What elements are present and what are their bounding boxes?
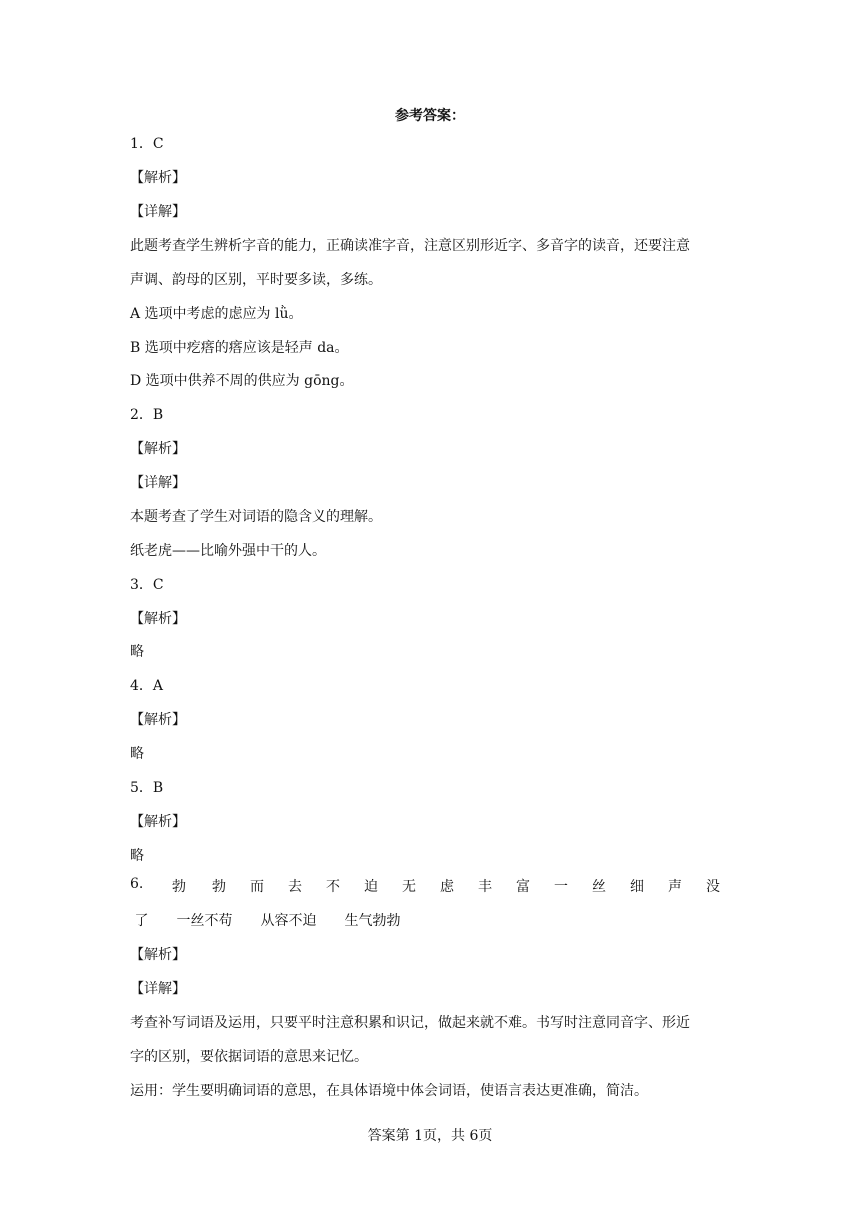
page-title: 参考答案： [395,108,465,124]
q6-char: 丰 [478,879,492,895]
answer-line: A 选项中考虑的虑应为 lǜ。 [130,306,303,322]
answer-line: 5．B [130,780,164,796]
answer-line: 略 [130,644,144,660]
q6-char: 勃 [172,879,186,895]
q6-char: 而 [250,879,264,895]
q6-char: 去 [288,879,302,895]
answer-line: B 选项中疙瘩的瘩应该是轻声 da。 [130,340,349,356]
answer-line: 3．C [130,577,164,593]
answer-line: 考查补写词语及运用，只要平时注意积累和识记，做起来就不难。书写时注意同音字、形近 [130,1015,690,1031]
answer-line: 4．A [130,678,164,694]
answer-line: 1．C [130,136,164,152]
answer-line: 2．B [130,407,164,423]
q6-answer-row [130,876,730,896]
answer-line: 【详解】 [130,981,186,997]
answer-line: 【详解】 [130,204,186,220]
q6-char: 迫 [364,879,378,895]
q6-answer-line-2: 了 一丝不苟 从容不迫 生气勃勃 [130,913,401,929]
q6-char: 没 [706,879,720,895]
answer-line: 本题考查了学生对词语的隐含义的理解。 [130,509,382,525]
answer-line: 声调、韵母的区别，平时要多读，多练。 [130,272,382,288]
q6-char: 虑 [440,879,454,895]
answer-line: 【解析】 [130,814,186,830]
q6-char: 一 [554,879,568,895]
q6-char: 细 [630,879,644,895]
q6-char: 丝 [592,879,606,895]
answer-line: 运用：学生要明确词语的意思，在具体语境中体会词语，使语言表达更准确，简洁。 [130,1083,648,1099]
q6-char: 富 [516,879,530,895]
q6-char: 不 [326,879,340,895]
answer-line: 略 [130,848,144,864]
q6-char: 勃 [212,879,226,895]
q6-char: 声 [668,879,682,895]
answer-line: 【解析】 [130,170,186,186]
answer-line: 【解析】 [130,441,186,457]
answer-line: 纸老虎——比喻外强中干的人。 [130,543,326,559]
answer-line: 【解析】 [130,947,186,963]
q6-char: 无 [402,879,416,895]
page-footer: 答案第 1页，共 6页 [367,1128,493,1144]
answer-line: D 选项中供养不周的供应为 gōng。 [130,373,354,389]
answer-line: 【解析】 [130,712,186,728]
answer-line: 【详解】 [130,475,186,491]
answer-line: 字的区别，要依据词语的意思来记忆。 [130,1049,368,1065]
q6-char: 6. [130,876,144,892]
answer-line: 此题考查学生辨析字音的能力，正确读准字音，注意区别形近字、多音字的读音，还要注意 [130,238,690,254]
answer-line: 【解析】 [130,611,186,627]
answer-line: 略 [130,746,144,762]
